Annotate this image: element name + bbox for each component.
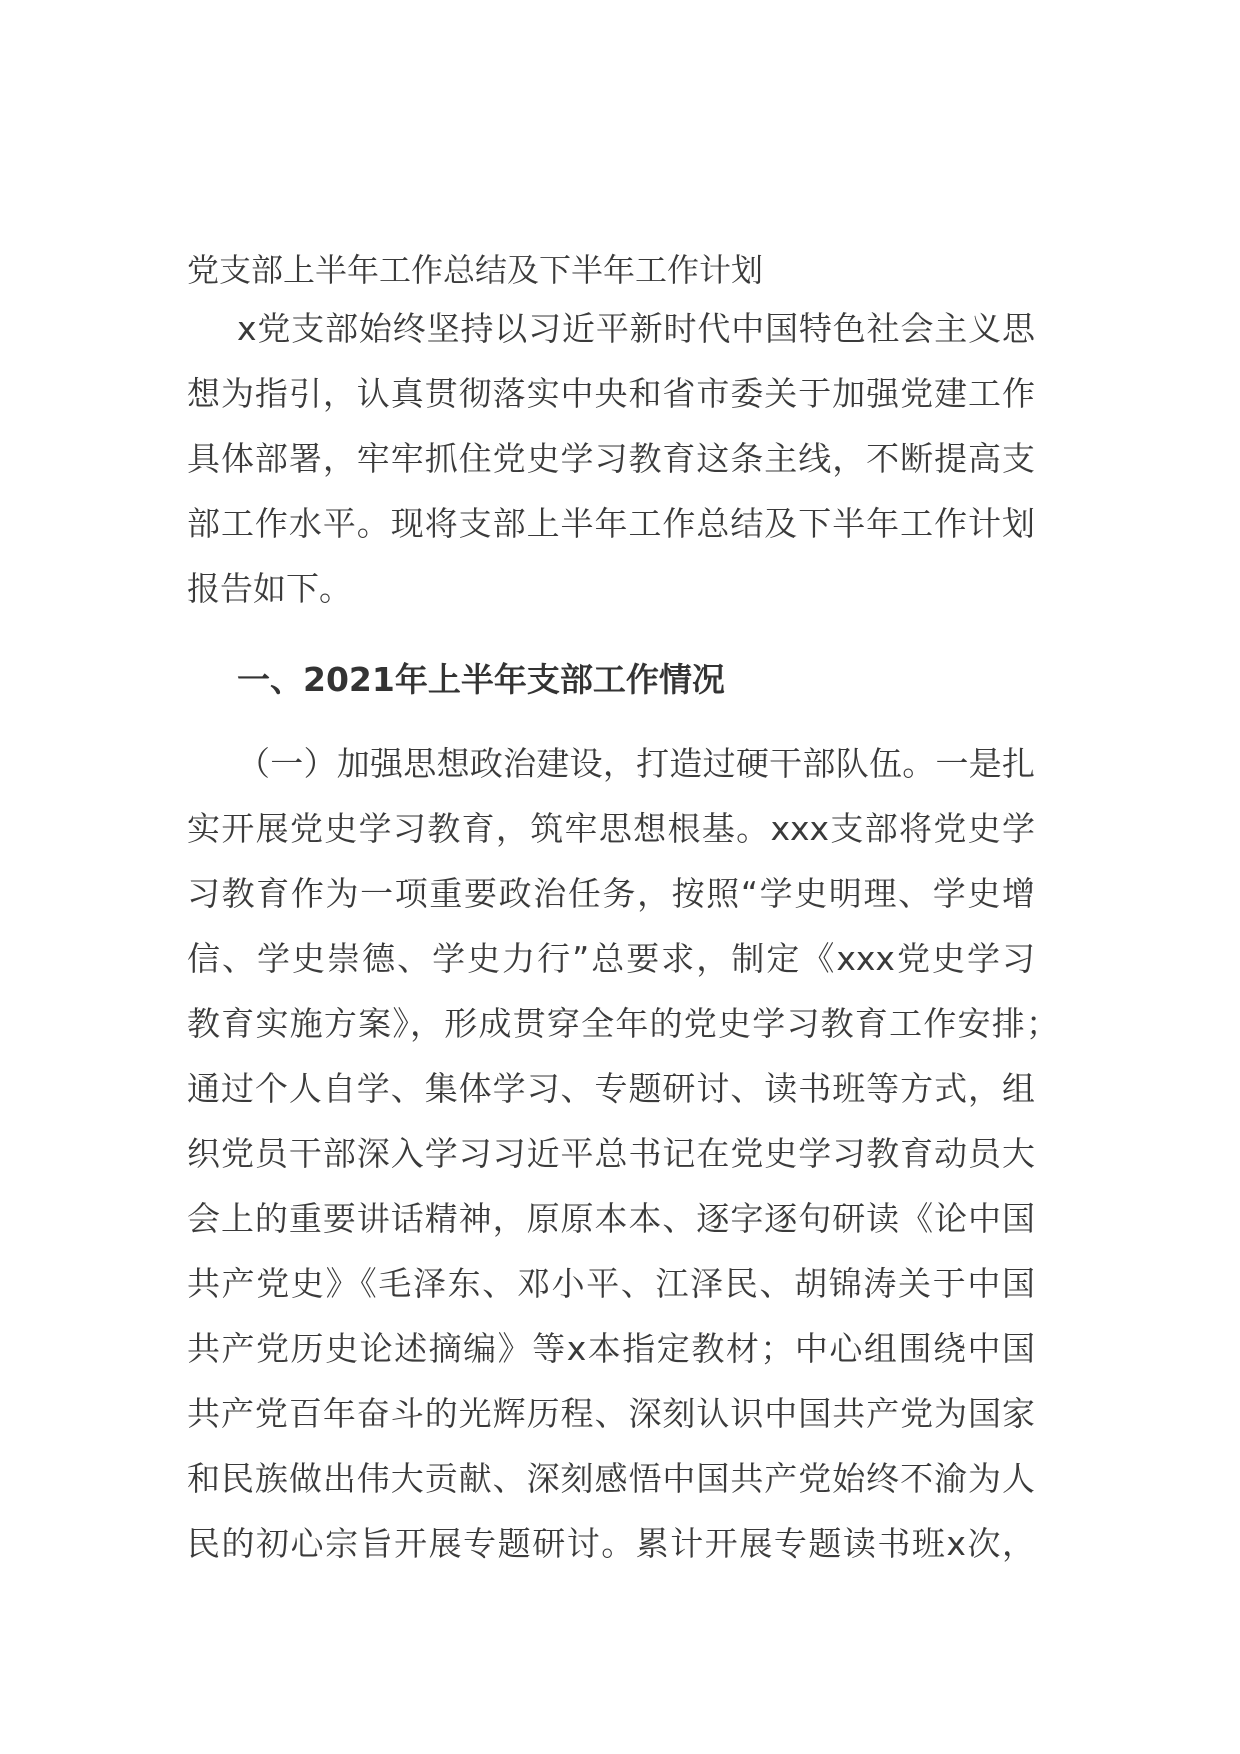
paragraph-line: 通过个人自学、集体学习、专题研讨、读书班等方式，组	[187, 1069, 1035, 1108]
paragraph-line: 民的初心宗旨开展专题研讨。累计开展专题读书班x次，	[187, 1524, 1035, 1563]
paragraph-line: 和民族做出伟大贡献、深刻感悟中国共产党始终不渝为人	[187, 1459, 1035, 1498]
paragraph-line: 习教育作为一项重要政治任务，按照“学史明理、学史增	[187, 874, 1035, 913]
paragraph-line: 想为指引，认真贯彻落实中央和省市委关于加强党建工作	[187, 374, 1035, 413]
paragraph-line: （一）加强思想政治建设，打造过硬干部队伍。一是扎	[237, 744, 1035, 783]
paragraph-line: x党支部始终坚持以习近平新时代中国特色社会主义思	[237, 309, 1035, 348]
paragraph-line: 共产党历史论述摘编》等x本指定教材；中心组围绕中国	[187, 1329, 1035, 1368]
section-heading: 一、2021年上半年支部工作情况	[237, 660, 725, 699]
paragraph-line: 具体部署，牢牢抓住党史学习教育这条主线，不断提高支	[187, 439, 1035, 478]
paragraph-line: 部工作水平。现将支部上半年工作总结及下半年工作计划	[187, 504, 1035, 543]
paragraph-line: 教育实施方案》，形成贯穿全年的党史学习教育工作安排；	[187, 1004, 1059, 1043]
paragraph-line: 共产党史》《毛泽东、邓小平、江泽民、胡锦涛关于中国	[187, 1264, 1035, 1303]
paragraph-line: 会上的重要讲话精神，原原本本、逐字逐句研读《论中国	[187, 1199, 1035, 1238]
paragraph-line: 织党员干部深入学习习近平总书记在党史学习教育动员大	[187, 1134, 1035, 1173]
paragraph-line: 信、学史崇德、学史力行”总要求，制定《xxx党史学习	[187, 939, 1035, 978]
document-title: 党支部上半年工作总结及下半年工作计划	[187, 251, 764, 289]
paragraph-line: 实开展党史学习教育，筑牢思想根基。xxx支部将党史学	[187, 809, 1035, 848]
paragraph-line: 共产党百年奋斗的光辉历程、深刻认识中国共产党为国家	[187, 1394, 1035, 1433]
paragraph-line: 报告如下。	[187, 569, 352, 608]
